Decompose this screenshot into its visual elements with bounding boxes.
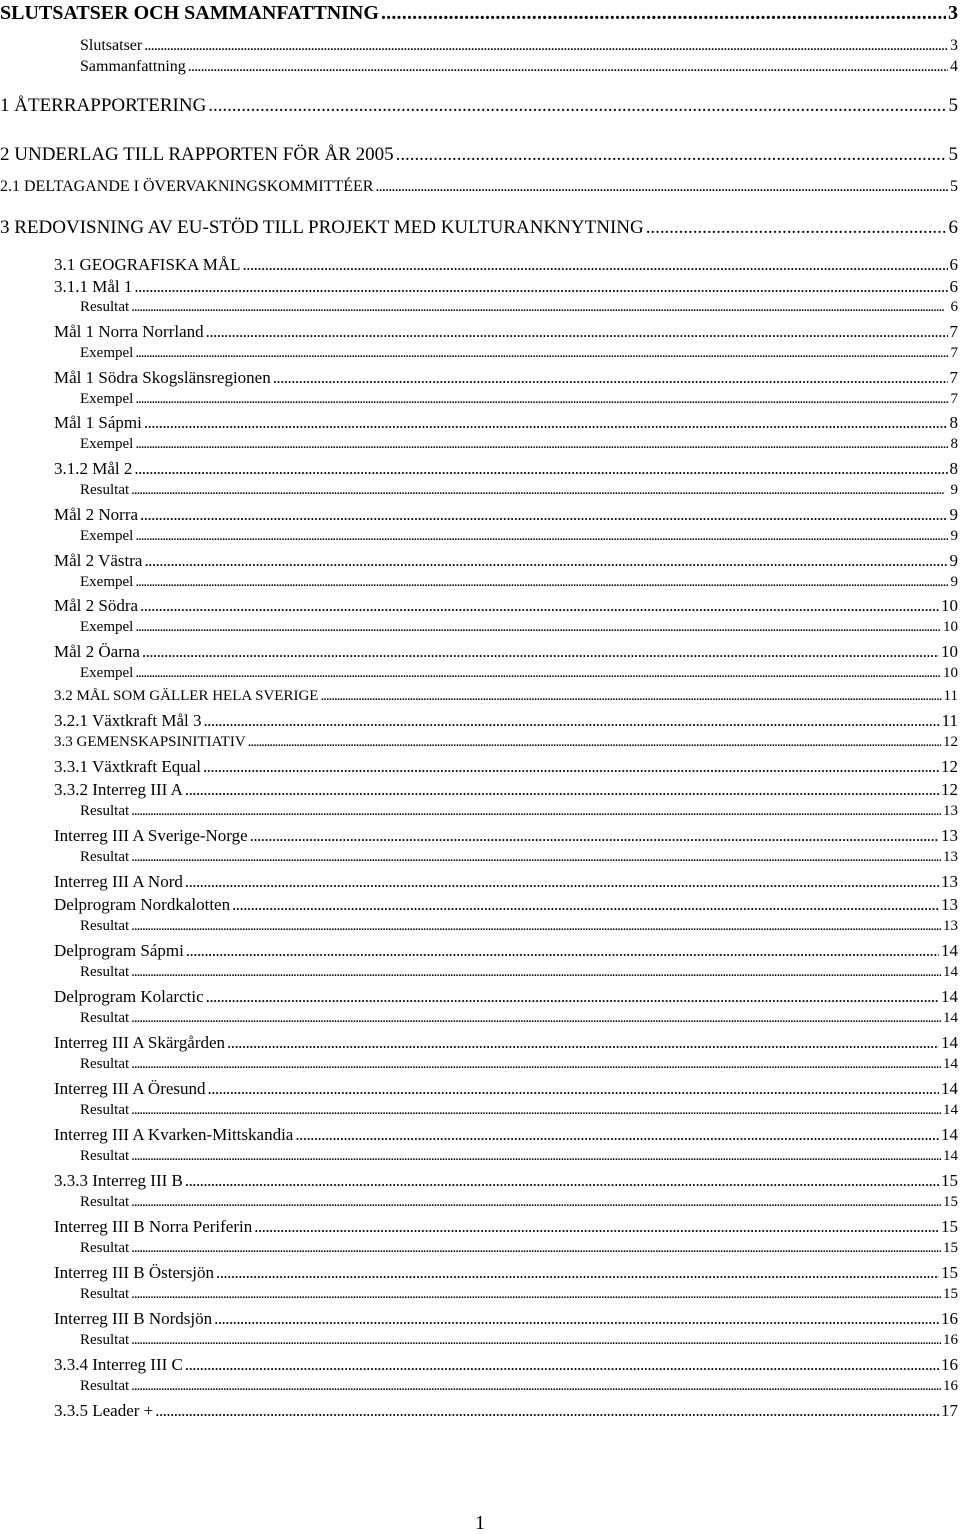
toc-entry-page: 15 [943, 1287, 960, 1302]
toc-dot-leader [203, 712, 939, 729]
toc-entry[interactable] [0, 460, 960, 477]
toc-dot-leader [142, 643, 939, 660]
toc-entry-title: 3.2 MÅL SOM GÄLLER HELA SVERIGE [54, 689, 318, 704]
toc-dot-leader [396, 145, 947, 164]
toc-dot-leader [131, 965, 941, 980]
toc-entry-title: Delprogram Nordkalotten [54, 896, 230, 913]
toc-entry-title: Resultat [80, 1057, 129, 1072]
toc-entry-title: Interreg III A Skärgården [54, 1034, 225, 1051]
toc-entry-page: 17 [941, 1402, 960, 1419]
toc-entry[interactable] [0, 1057, 960, 1072]
toc-entry-page: 9 [950, 552, 960, 569]
toc-dot-leader [206, 323, 948, 340]
toc-entry-title: Resultat [80, 1379, 129, 1394]
toc-dot-leader [646, 218, 947, 237]
toc-entry-page: 8 [950, 460, 960, 477]
toc-dot-leader [131, 1287, 941, 1302]
toc-entry-page: 5 [949, 96, 960, 115]
toc-entry[interactable] [0, 1034, 960, 1051]
toc-entry[interactable] [0, 218, 960, 237]
toc-entry-title: Exempel [80, 392, 133, 407]
toc-dot-leader [131, 1333, 941, 1348]
toc-dot-leader [135, 346, 948, 361]
toc-dot-leader [186, 942, 939, 959]
toc-entry-title: Interreg III A Öresund [54, 1080, 206, 1097]
toc-entry-page: 6 [950, 278, 960, 295]
toc-entry-title: 3.1 GEOGRAFISKA MÅL [54, 256, 241, 273]
toc-entry-title: Exempel [80, 666, 133, 681]
toc-entry[interactable] [0, 620, 960, 635]
toc-entry[interactable] [0, 1402, 960, 1419]
toc-entry-title: Resultat [80, 1195, 129, 1210]
toc-entry-title: Mål 2 Södra [54, 597, 138, 614]
toc-dot-leader [134, 460, 947, 477]
toc-entry-title: Mål 1 Södra Skogslänsregionen [54, 369, 271, 386]
toc-entry[interactable] [0, 689, 960, 704]
toc-entry-page: 10 [943, 620, 960, 635]
toc-dot-leader [135, 437, 948, 452]
toc-entry-title: 3.1.1 Mål 1 [54, 278, 132, 295]
toc-entry-page: 16 [941, 1310, 960, 1327]
toc-entry-title: 2.1 DELTAGANDE I ÖVERVAKNINGSKOMMITTÉER [0, 179, 373, 195]
toc-entry[interactable] [0, 1287, 960, 1302]
toc-dot-leader [131, 1241, 941, 1256]
toc-entry-page: 8 [950, 414, 960, 431]
toc-entry-title: 3 REDOVISNING AV EU-STÖD TILL PROJEKT MED KULTURANKNYTNING [0, 218, 644, 237]
toc-entry[interactable] [0, 735, 960, 750]
toc-dot-leader [135, 392, 948, 407]
toc-entry[interactable] [0, 437, 960, 452]
toc-entry[interactable] [0, 483, 960, 498]
toc-entry-title: Slutsatser [80, 38, 142, 54]
toc-entry-title: Interreg III A Kvarken-Mittskandia [54, 1126, 293, 1143]
toc-entry-page: 14 [941, 988, 960, 1005]
toc-entry-title: 3.1.2 Mål 2 [54, 460, 132, 477]
toc-dot-leader [185, 781, 939, 798]
toc-dot-leader [144, 552, 947, 569]
toc-dot-leader [144, 38, 948, 54]
toc-entry-title: Mål 1 Sápmi [54, 414, 142, 431]
toc-dot-leader [135, 575, 948, 590]
toc-entry[interactable] [0, 552, 960, 569]
toc-entry-title: Exempel [80, 575, 133, 590]
toc-entry[interactable] [0, 575, 960, 590]
toc-entry-page: 15 [941, 1264, 960, 1281]
toc-dot-leader [185, 1172, 939, 1189]
toc-entry-title: Interreg III B Norra Periferin [54, 1218, 252, 1235]
toc-entry-title: 3.3.4 Interreg III C [54, 1356, 183, 1373]
toc-entry-page: 12 [941, 781, 960, 798]
toc-entry-title: Interreg III A Nord [54, 873, 183, 890]
toc-entry-page: 13 [941, 827, 960, 844]
toc-dot-leader [140, 506, 947, 523]
toc-entry-page: 14 [943, 1103, 960, 1118]
toc-entry-title: Delprogram Kolarctic [54, 988, 204, 1005]
toc-entry-page: 14 [943, 965, 960, 980]
toc-entry-title: 1 ÅTERRAPPORTERING [0, 96, 206, 115]
page-number: 1 [0, 1513, 960, 1533]
toc-entry-page: 16 [943, 1333, 960, 1348]
toc-dot-leader [188, 59, 948, 75]
toc-entry-title: Resultat [80, 300, 129, 315]
toc-entry-page: 10 [941, 597, 960, 614]
toc-dot-leader [185, 873, 939, 890]
toc-entry[interactable] [0, 1172, 960, 1189]
toc-entry[interactable] [0, 873, 960, 890]
toc-entry[interactable] [0, 1126, 960, 1143]
toc-entry-page: 5 [950, 179, 960, 195]
toc-entry-page: 15 [943, 1195, 960, 1210]
toc-entry[interactable] [0, 38, 960, 54]
toc-dot-leader [250, 827, 939, 844]
toc-entry[interactable] [0, 369, 960, 386]
toc-entry[interactable] [0, 414, 960, 431]
toc-entry-title: Mål 1 Norra Norrland [54, 323, 204, 340]
toc-entry[interactable] [0, 597, 960, 614]
toc-entry-page: 8 [951, 437, 960, 452]
toc-entry-page: 3 [948, 3, 960, 23]
toc-entry-title: 3.2.1 Växtkraft Mål 3 [54, 712, 201, 729]
toc-entry-page: 3 [950, 38, 960, 54]
toc-dot-leader [144, 414, 948, 431]
toc-entry[interactable] [0, 346, 960, 361]
toc-dot-leader [185, 1356, 939, 1373]
toc-entry[interactable] [0, 758, 960, 775]
toc-entry-page: 13 [943, 850, 960, 865]
toc-entry[interactable] [0, 392, 960, 407]
toc-entry[interactable] [0, 1379, 960, 1394]
toc-entry-page: 13 [943, 804, 960, 819]
toc-entry-title: Exempel [80, 437, 133, 452]
toc-entry[interactable] [0, 1149, 960, 1164]
toc-entry[interactable] [0, 1080, 960, 1097]
toc-entry[interactable] [0, 896, 960, 913]
toc-entry-title: 3.3.1 Växtkraft Equal [54, 758, 201, 775]
toc-dot-leader [135, 620, 941, 635]
toc-dot-leader [131, 300, 948, 315]
toc-entry-page: 16 [943, 1379, 960, 1394]
toc-entry-title: SLUTSATSER OCH SAMMANFATTNING [0, 3, 379, 23]
toc-entry[interactable] [0, 1103, 960, 1118]
toc-entry-page: 6 [949, 218, 960, 237]
toc-entry-page: 14 [941, 1126, 960, 1143]
toc-entry-page: 9 [951, 575, 960, 590]
toc-entry-page: 11 [944, 689, 960, 704]
toc-entry[interactable] [0, 1011, 960, 1026]
toc-entry-page: 7 [950, 323, 960, 340]
toc-entry[interactable] [0, 942, 960, 959]
toc-entry-title: Resultat [80, 1149, 129, 1164]
toc-entry[interactable] [0, 1241, 960, 1256]
toc-entry-title: Mål 2 Öarna [54, 643, 140, 660]
toc-entry[interactable] [0, 1264, 960, 1281]
toc-entry-title: Resultat [80, 1333, 129, 1348]
toc-dot-leader [131, 804, 941, 819]
toc-entry-page: 14 [941, 1080, 960, 1097]
toc-entry-title: Exempel [80, 620, 133, 635]
toc-dot-leader [135, 529, 948, 544]
toc-entry-page: 9 [951, 529, 960, 544]
toc-entry-page: 6 [950, 256, 960, 273]
toc-entry-page: 16 [941, 1356, 960, 1373]
toc-entry[interactable] [0, 781, 960, 798]
toc-dot-leader [227, 1034, 939, 1051]
toc-dot-leader [140, 597, 939, 614]
toc-entry[interactable] [0, 850, 960, 865]
toc-entry-page: 6 [951, 300, 960, 315]
toc-dot-leader [131, 850, 941, 865]
toc-dot-leader [131, 1195, 941, 1210]
toc-entry-page: 10 [943, 666, 960, 681]
toc-entry[interactable] [0, 919, 960, 934]
toc-entry-page: 9 [951, 483, 960, 498]
toc-entry[interactable] [0, 965, 960, 980]
toc-dot-leader [273, 369, 948, 386]
toc-entry-page: 11 [942, 712, 960, 729]
toc-dot-leader [131, 1149, 941, 1164]
toc-entry-title: 3.3.2 Interreg III A [54, 781, 183, 798]
toc-dot-leader [248, 735, 941, 750]
toc-entry-page: 13 [941, 896, 960, 913]
toc-dot-leader [214, 1310, 939, 1327]
toc-dot-leader [131, 1057, 941, 1072]
toc-entry-title: Mål 2 Norra [54, 506, 138, 523]
toc-entry-page: 13 [941, 873, 960, 890]
toc-entry-page: 10 [941, 643, 960, 660]
toc-entry-page: 7 [950, 369, 960, 386]
toc-entry[interactable] [0, 3, 960, 23]
toc-dot-leader [208, 1080, 939, 1097]
toc-entry[interactable] [0, 300, 960, 315]
toc-dot-leader [131, 919, 941, 934]
toc-entry[interactable] [0, 804, 960, 819]
toc-entry-title: Resultat [80, 965, 129, 980]
toc-entry[interactable] [0, 1356, 960, 1373]
toc-entry[interactable] [0, 1333, 960, 1348]
toc-dot-leader [208, 96, 946, 115]
toc-entry-title: Interreg III A Sverige-Norge [54, 827, 248, 844]
toc-entry-title: Delprogram Sápmi [54, 942, 184, 959]
toc-entry[interactable] [0, 1310, 960, 1327]
toc-entry-title: 2 UNDERLAG TILL RAPPORTEN FÖR ÅR 2005 [0, 145, 394, 164]
toc-dot-leader [295, 1126, 939, 1143]
toc-dot-leader [320, 689, 941, 704]
toc-entry-title: 3.3.5 Leader + [54, 1402, 153, 1419]
toc-entry[interactable] [0, 278, 960, 295]
toc-dot-leader [131, 1379, 941, 1394]
toc-dot-leader [134, 278, 947, 295]
toc-entry-page: 14 [941, 1034, 960, 1051]
toc-entry-page: 13 [943, 919, 960, 934]
toc-entry-title: Exempel [80, 529, 133, 544]
toc-entry-page: 5 [949, 145, 960, 164]
toc-dot-leader [131, 483, 948, 498]
toc-entry[interactable] [0, 712, 960, 729]
toc-entry-page: 15 [943, 1241, 960, 1256]
toc-dot-leader [243, 256, 948, 273]
toc-entry-title: Interreg III B Östersjön [54, 1264, 214, 1281]
toc-entry-title: Resultat [80, 850, 129, 865]
toc-dot-leader [155, 1402, 939, 1419]
toc-entry-page: 7 [951, 346, 960, 361]
toc-dot-leader [232, 896, 939, 913]
toc-dot-leader [203, 758, 939, 775]
toc-entry-page: 9 [950, 506, 960, 523]
toc-dot-leader [131, 1103, 941, 1118]
toc-entry-title: Mål 2 Västra [54, 552, 142, 569]
toc-dot-leader [131, 1011, 941, 1026]
toc-entry-title: Resultat [80, 919, 129, 934]
toc-entry-title: Resultat [80, 1011, 129, 1026]
toc-entry[interactable] [0, 96, 960, 115]
toc-entry-title: 3.3.3 Interreg III B [54, 1172, 183, 1189]
toc-dot-leader [206, 988, 939, 1005]
toc-entry-title: Interreg III B Nordsjön [54, 1310, 212, 1327]
toc-entry-page: 12 [943, 735, 960, 750]
toc-entry-title: Resultat [80, 1287, 129, 1302]
toc-dot-leader [375, 179, 948, 195]
toc-entry-title: Resultat [80, 483, 129, 498]
toc-entry[interactable] [0, 643, 960, 660]
toc-entry[interactable] [0, 666, 960, 681]
toc-entry[interactable] [0, 506, 960, 523]
toc-entry-page: 14 [943, 1149, 960, 1164]
toc-entry[interactable] [0, 59, 960, 75]
toc-entry-page: 14 [943, 1011, 960, 1026]
toc-dot-leader [216, 1264, 939, 1281]
toc-entry[interactable] [0, 179, 960, 195]
toc-entry[interactable] [0, 256, 960, 273]
toc-entry-title: Resultat [80, 1103, 129, 1118]
toc-entry-title: Exempel [80, 346, 133, 361]
toc-entry[interactable] [0, 323, 960, 340]
toc-entry-title: Resultat [80, 1241, 129, 1256]
toc-entry-page: 12 [941, 758, 960, 775]
toc-entry-title: Resultat [80, 804, 129, 819]
toc-entry[interactable] [0, 827, 960, 844]
toc-entry-page: 7 [951, 392, 960, 407]
toc-entry-page: 15 [941, 1172, 960, 1189]
toc-entry[interactable] [0, 988, 960, 1005]
toc-entry[interactable] [0, 529, 960, 544]
toc-entry-page: 14 [941, 942, 960, 959]
toc-entry[interactable] [0, 1195, 960, 1210]
toc-entry-page: 4 [950, 59, 960, 75]
toc-dot-leader [381, 3, 946, 23]
toc-entry[interactable] [0, 145, 960, 164]
toc-entry[interactable] [0, 1218, 960, 1235]
toc-entry-page: 15 [941, 1218, 960, 1235]
toc-dot-leader [254, 1218, 939, 1235]
toc-dot-leader [135, 666, 941, 681]
toc-entry-title: 3.3 GEMENSKAPSINITIATIV [54, 735, 246, 750]
toc-entry-page: 14 [943, 1057, 960, 1072]
toc-entry-title: Sammanfattning [80, 59, 186, 75]
